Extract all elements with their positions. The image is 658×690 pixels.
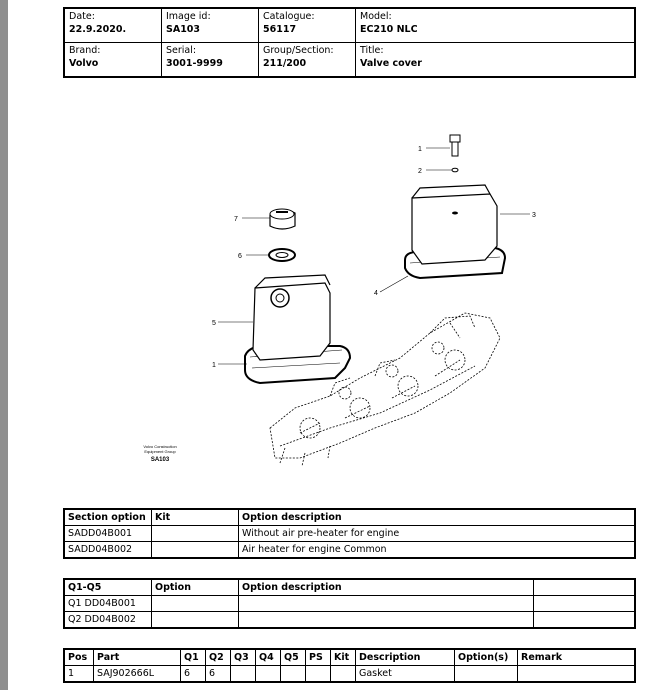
col-remark: Remark	[518, 649, 636, 666]
cell	[534, 612, 636, 629]
callout-5: 5	[212, 320, 216, 327]
cell	[256, 666, 281, 683]
cell: 6	[181, 666, 206, 683]
model-cell	[356, 8, 636, 43]
brand-line-1: Volvo Construction	[143, 444, 177, 449]
oil-cap-part	[270, 209, 295, 229]
cell	[152, 612, 239, 629]
cell: SADD04B001	[64, 526, 152, 542]
cell	[331, 666, 356, 683]
catalogue-label: Catalogue:	[263, 11, 315, 22]
image-id-value: SA103	[166, 24, 201, 35]
callout-6: 6	[238, 253, 242, 260]
o-ring-part	[269, 249, 295, 261]
callout-2: 2	[418, 168, 422, 175]
cell: SAJ902666L	[94, 666, 181, 683]
col-q5: Q5	[281, 649, 306, 666]
cell: Air heater for engine Common	[239, 542, 636, 559]
col-description: Description	[356, 649, 455, 666]
cell	[231, 666, 256, 683]
cell	[534, 596, 636, 612]
brand-cell	[64, 43, 162, 78]
col-q3: Q3	[231, 649, 256, 666]
cell	[306, 666, 331, 683]
cell: Without air pre-heater for engine	[239, 526, 636, 542]
col-section-option: Section option	[64, 509, 152, 526]
catalogue-value: 56117	[263, 24, 297, 35]
title-cell	[356, 43, 636, 78]
table-row	[64, 666, 635, 683]
image-id-cell	[162, 8, 259, 43]
model-label: Model:	[360, 11, 392, 22]
cell	[239, 612, 534, 629]
serial-value: 3001-9999	[166, 58, 223, 69]
col-options: Option(s)	[455, 649, 518, 666]
cell	[518, 666, 636, 683]
col-q1-q5: Q1-Q5	[64, 579, 152, 596]
brand-label: Brand:	[69, 45, 101, 56]
date-label: Date:	[69, 11, 95, 22]
volvo-brand-block	[143, 444, 176, 463]
table-row	[64, 526, 635, 542]
section-option-table	[63, 508, 636, 559]
title-value: Valve cover	[360, 58, 422, 69]
catalogue-cell	[259, 8, 356, 43]
title-label: Title:	[360, 45, 384, 56]
cell: 6	[206, 666, 231, 683]
col-kit: Kit	[331, 649, 356, 666]
left-scrollbar-edge	[0, 0, 8, 690]
cell	[455, 666, 518, 683]
table-row	[64, 542, 635, 559]
group-value: 211/200	[263, 58, 307, 69]
document-header	[63, 7, 636, 78]
col-q4: Q4	[256, 649, 281, 666]
cell: Q1 DD04B001	[64, 596, 152, 612]
col-ps: PS	[306, 649, 331, 666]
callout-1-right: 4	[374, 290, 378, 297]
col-q1: Q1	[181, 649, 206, 666]
callout-7: 7	[234, 216, 238, 223]
model-value: EC210 NLC	[360, 24, 418, 35]
table-row	[64, 596, 635, 612]
callout-4: 3	[532, 212, 536, 219]
cell	[239, 596, 534, 612]
image-id-label: Image id:	[166, 11, 211, 22]
cell	[152, 526, 239, 542]
parts-table	[63, 648, 636, 683]
valve-cover-diagram	[130, 128, 560, 473]
left-valve-cover	[245, 275, 350, 383]
col-option-description: Option description	[239, 579, 534, 596]
diagram-image-id: SA103	[150, 457, 170, 463]
bolt-part	[450, 135, 460, 172]
table-row	[64, 612, 635, 629]
brand-value: Volvo	[69, 58, 99, 69]
date-value: 22.9.2020.	[69, 24, 127, 35]
col-part: Part	[94, 649, 181, 666]
date-cell	[64, 8, 162, 43]
col-q2: Q2	[206, 649, 231, 666]
serial-label: Serial:	[166, 45, 197, 56]
cell	[152, 596, 239, 612]
right-valve-cover	[405, 185, 505, 278]
cell	[152, 542, 239, 559]
serial-cell	[162, 43, 259, 78]
group-cell	[259, 43, 356, 78]
callout-1-left: 1	[212, 362, 216, 369]
group-label: Group/Section:	[263, 45, 334, 56]
col-empty	[534, 579, 636, 596]
cell: 1	[64, 666, 94, 683]
cell: Q2 DD04B002	[64, 612, 152, 629]
cell: Gasket	[356, 666, 455, 683]
callout-3: 1	[418, 146, 422, 153]
brand-line-2: Equipment Group	[144, 449, 176, 454]
col-option: Option	[152, 579, 239, 596]
col-pos: Pos	[64, 649, 94, 666]
col-option-description: Option description	[239, 509, 636, 526]
cell: SADD04B002	[64, 542, 152, 559]
col-kit: Kit	[152, 509, 239, 526]
q-option-table	[63, 578, 636, 629]
cell	[281, 666, 306, 683]
